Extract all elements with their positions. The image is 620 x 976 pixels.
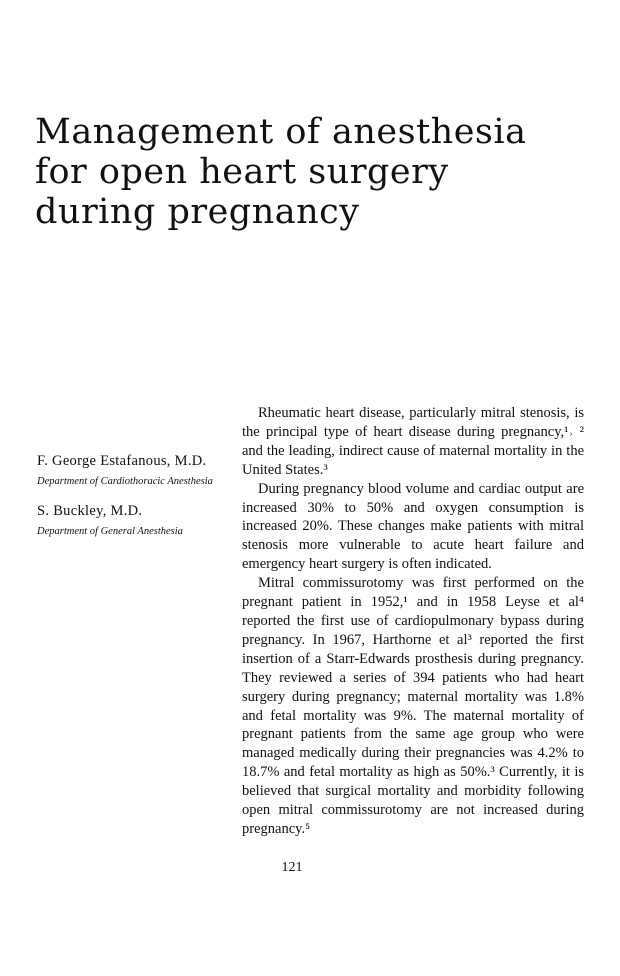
title-line: during pregnancy [35, 192, 360, 232]
article-title [35, 112, 595, 232]
paragraph: During pregnancy blood volume and cardiac output are increased 30% to 50% and oxygen consumption is increased 20%. These changes make patients with mitral stenosis more vulnerable to acute heart failure and emergency heart surgery is often indicated. [242, 480, 584, 573]
title-line: for open heart surgery [35, 152, 449, 192]
author-name: S. Buckley, M.D. [37, 503, 143, 519]
author-department: Department of General Anesthesia [37, 526, 183, 537]
paragraph: Mitral commissurotomy was first performed on the pregnant patient in 1952,¹ and in 1958 Leyse et al⁴ reported the first use of cardiopulmonary bypass during pregnancy. In 1967, Harthorne et al³ reported the first insertion of a Starr-Edwards prosthesis during pregnancy. They reviewed a series of 394 patients who had heart surgery during pregnancy; maternal mortality was 1.8% and fetal mortality was 9%. The maternal mortality of pregnant patients from the same age group who were managed medically during their pregnancies was 4.2% to 18.7% and fetal mortality as high as 50%.³ Currently, it is believed that surgical mortality and morbidity following open mitral commissurotomy are not increased during pregnancy.⁵ [242, 575, 584, 837]
author [37, 502, 237, 539]
paragraph: Rheumatic heart disease, particularly mitral stenosis, is the principal type of heart disease during pregnancy,¹˒ ² and the leading, indirect cause of maternal mortality in the United States.³ [242, 405, 584, 478]
author-block [37, 452, 237, 539]
author-department: Department of Cardiothoracic Anesthesia [37, 476, 213, 487]
article-body [242, 404, 584, 839]
title-line: Management of anesthesia [35, 112, 527, 152]
author [37, 452, 237, 489]
page-number: 121 [281, 860, 303, 875]
author-name: F. George Estafanous, M.D. [37, 453, 207, 469]
